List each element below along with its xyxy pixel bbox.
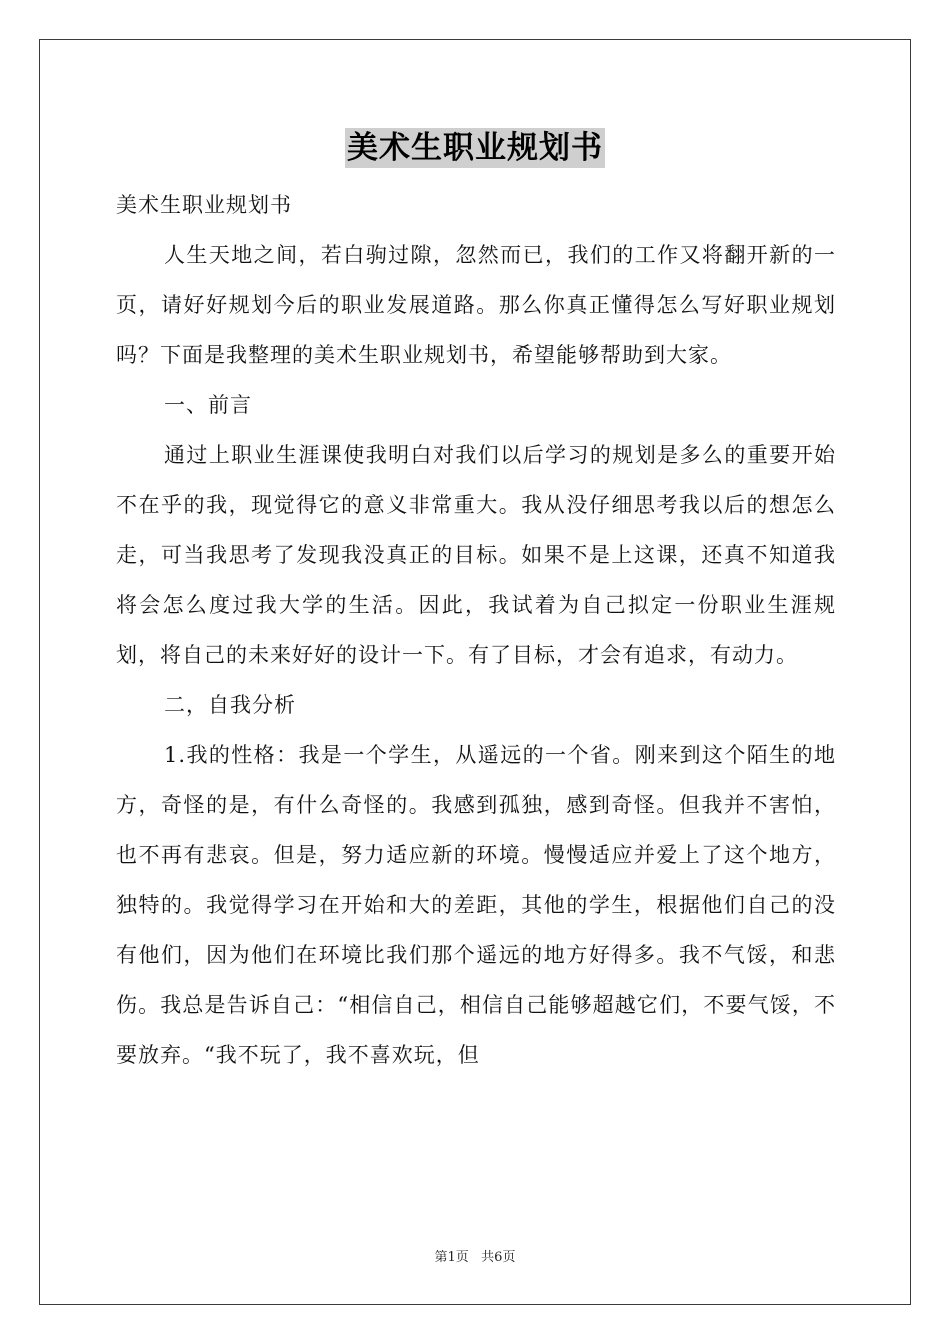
section-heading: 二，自我分析 (164, 693, 296, 717)
paragraph: 人生天地之间，若白驹过隙，忽然而已，我们的工作又将翻开新的一页，请好好规划今后的职业发展道路。那么你真正懂得怎么写好职业规划吗？下面是我整理的美术生职业规划书，希望能够帮助到大家。 (116, 243, 836, 367)
document-body (116, 180, 836, 1080)
title-area (0, 128, 950, 168)
paragraph: 美术生职业规划书 (116, 193, 292, 217)
page-footer: 第1页 共6页 (434, 1250, 516, 1265)
paragraph: 通过上职业生涯课使我明白对我们以后学习的规划是多么的重要开始不在乎的我，现觉得它的意义非常重大。我从没仔细思考我以后的想怎么走，可当我思考了发现我没真正的目标。如果不是上这课，还真不知道我将会怎么度过我大学的生活。因此，我试着为自己拟定一份职业生涯规划，将自己的未来好好的设计一下。有了目标，才会有追求，有动力。 (116, 443, 836, 667)
section-heading: 一、前言 (164, 393, 252, 417)
document-title: 美术生职业规划书 (347, 130, 603, 166)
paragraph: 1.我的性格：我是一个学生，从遥远的一个省。刚来到这个陌生的地方，奇怪的是，有什么奇怪的。我感到孤独，感到奇怪。但我并不害怕，也不再有悲哀。但是，努力适应新的环境。慢慢适应并爱上了这个地方，独特的。我觉得学习在开始和大的差距，其他的学生，根据他们自己的没有他们，因为他们在环境比我们那个遥远的地方好得多。我不气馁，和悲伤。我总是告诉自己：“相信自己，相信自己能够超越它们，不要气馁，不要放弃。“我不玩了，我不喜欢玩，但 (116, 743, 836, 1067)
